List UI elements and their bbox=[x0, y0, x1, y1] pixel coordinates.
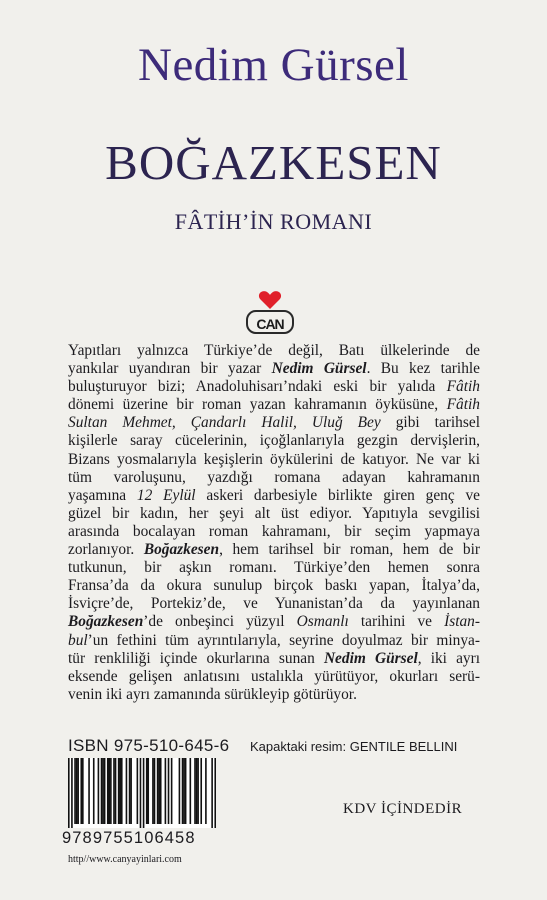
blurb-line bbox=[68, 378, 480, 396]
barcode-bar bbox=[140, 758, 142, 828]
blurb-line bbox=[68, 487, 480, 505]
blurb-segment: , iki ayrı bbox=[417, 649, 481, 667]
blurb-segment: Fâtih bbox=[446, 378, 480, 396]
blurb-line bbox=[68, 686, 480, 704]
barcode-bar bbox=[214, 758, 216, 828]
blurb-segment: ’de onbeşinci yüzyıl bbox=[143, 613, 297, 631]
blurb-segment: Osmanlı bbox=[296, 613, 349, 631]
barcode-bar bbox=[121, 758, 123, 824]
barcode bbox=[68, 758, 216, 828]
barcode-bar bbox=[74, 758, 76, 824]
blurb-segment: , hem tarihsel bir roman, hem de bir bbox=[219, 541, 481, 559]
blurb-segment: güzel bir kadın, her şeyi alt üst ediyor. Yapıtıyla sevgilisi bbox=[68, 504, 480, 522]
barcode-bar bbox=[165, 758, 167, 824]
barcode-bar bbox=[152, 758, 154, 824]
blurb-segment: tarihini ve bbox=[348, 613, 445, 631]
barcode-bar bbox=[200, 758, 202, 824]
barcode-bar bbox=[197, 758, 199, 824]
blurb-segment: zorlanıyor. bbox=[68, 541, 144, 559]
barcode-bar bbox=[182, 758, 184, 824]
blurb-line bbox=[68, 523, 480, 541]
tax-notice: KDV İÇİNDEDİR bbox=[343, 801, 463, 817]
blurb-segment: gibi tarihsel bbox=[380, 414, 480, 432]
barcode-bar bbox=[205, 758, 207, 824]
barcode-bar bbox=[119, 758, 121, 824]
blurb-segment: ’un fethini tüm ayrıntılarıyla, seyrine doyulmaz bir minya- bbox=[87, 631, 480, 649]
barcode-digits: 9789755106458 bbox=[62, 829, 196, 847]
blurb-segment: . Bu kez tarihle bbox=[366, 360, 480, 378]
barcode-bar bbox=[179, 758, 181, 824]
barcode-bar bbox=[88, 758, 90, 824]
barcode-bar bbox=[168, 758, 170, 824]
barcode-bar bbox=[160, 758, 162, 824]
blurb-segment: Nedim Gürsel bbox=[271, 360, 367, 378]
blurb-segment: tüm varoluşunu, yazdığı romana adayan kahramanın bbox=[68, 468, 480, 486]
blurb-line bbox=[68, 360, 480, 378]
blurb-segment: arasında bocalayan roman kahramanı, bir seçim yapmaya bbox=[68, 522, 480, 540]
blurb-segment: Fâtih bbox=[446, 396, 480, 414]
blurb-line bbox=[68, 632, 480, 650]
blurb-segment: Yapıtları yalnızca Türkiye’de değil, Batı ülkelerinde de bbox=[68, 342, 480, 359]
barcode-bar bbox=[147, 758, 149, 824]
barcode-bar bbox=[129, 758, 131, 824]
blurb-line bbox=[68, 469, 480, 487]
blurb-segment: tür renkliliği içinde okurlarına sunan bbox=[68, 649, 324, 667]
publisher-website: http//www.canyayinlari.com bbox=[68, 854, 182, 865]
isbn-label: ISBN 975-510-645-6 bbox=[68, 736, 230, 755]
barcode-bar bbox=[115, 758, 117, 824]
barcode-bar bbox=[98, 758, 100, 824]
blurb-segment: yaşamına bbox=[68, 486, 137, 504]
barcode-bar bbox=[77, 758, 79, 824]
blurb-line bbox=[68, 541, 480, 559]
blurb-segment: kişilerle saray cücelerinin, içoğlanlarıyla gezgin dervişlerin, bbox=[68, 432, 480, 450]
cover-credit: Kapaktaki resim: GENTILE BELLINI bbox=[250, 739, 458, 754]
blurb-segment: 12 Eylül bbox=[136, 486, 196, 504]
barcode-bar bbox=[102, 758, 104, 824]
barcode-bar bbox=[101, 758, 103, 824]
blurb-segment: Boğazkesen bbox=[143, 541, 220, 559]
blurb-line bbox=[68, 668, 480, 686]
barcode-bar bbox=[107, 758, 109, 824]
barcode-bar bbox=[146, 758, 148, 824]
publisher-logo bbox=[246, 290, 296, 342]
blurb-segment: askeri darbesiyle birlikte giren genç ve bbox=[195, 486, 481, 504]
blurb-segment: Nedim Gürsel bbox=[323, 649, 418, 667]
blurb-segment: venin iki ayrı zamanında sürükleyip götürüyor. bbox=[68, 685, 357, 703]
blurb-segment: dönemi üzerine bir roman yazan kahramanın öyküsüne, bbox=[68, 396, 447, 414]
blurb-line bbox=[68, 414, 480, 432]
blurb-segment: bul bbox=[68, 631, 88, 649]
barcode-bar bbox=[118, 758, 120, 824]
blurb-line bbox=[68, 650, 480, 668]
barcode-bar bbox=[194, 758, 196, 824]
heart-icon bbox=[258, 290, 282, 310]
blurb-segment: Fransa’da da okura sunulup birçok baskı yapan, İtalya’da, bbox=[68, 577, 480, 595]
blurb-segment: İsviçre’de, Portekiz’de, ve Yunanistan’da da yayınlanan bbox=[68, 595, 480, 613]
book-subtitle: FÂTİH’İN ROMANI bbox=[174, 209, 373, 234]
blurb-segment: tutkunun, bir aşkın romanı. Türkiye’den hemen sonra bbox=[68, 559, 480, 577]
barcode-bar bbox=[185, 758, 187, 824]
blurb-line bbox=[68, 577, 480, 595]
barcode-bar bbox=[157, 758, 159, 824]
barcode-bar bbox=[143, 758, 145, 828]
barcode-bar bbox=[126, 758, 128, 824]
blurb-segment: yankılar uyandıran bir yazar bbox=[68, 360, 272, 378]
barcode-bar bbox=[82, 758, 84, 824]
blurb-line bbox=[68, 432, 480, 450]
blurb-line bbox=[68, 342, 480, 360]
blurb-line bbox=[68, 613, 480, 631]
barcode-bar bbox=[158, 758, 160, 824]
blurb-line bbox=[68, 396, 480, 414]
blurb-segment: İstan- bbox=[444, 613, 480, 631]
blurb-segment: Bizans yosmalarıyla keşişlerin öykülerini de katıyor. Ne var ki bbox=[68, 450, 480, 468]
barcode-bar bbox=[113, 758, 115, 824]
barcode-bar bbox=[110, 758, 112, 824]
barcode-bar bbox=[71, 758, 73, 828]
barcode-bar bbox=[183, 758, 185, 824]
barcode-bar bbox=[104, 758, 106, 824]
barcode-bar bbox=[211, 758, 213, 828]
barcode-bar bbox=[109, 758, 111, 824]
blurb-segment: eksende gelişen anlatısını ustalıkla yürütüyor, okurları serü- bbox=[68, 667, 480, 685]
blurb-segment: Sultan Mehmet, Çandarlı Halil, Uluğ Bey bbox=[68, 414, 381, 432]
book-title: BOĞAZKESEN bbox=[105, 135, 442, 190]
barcode-bar bbox=[190, 758, 192, 824]
barcode-bar bbox=[93, 758, 95, 824]
blurb-segment: Boğazkesen bbox=[68, 613, 144, 631]
publisher-logo-text: CAN bbox=[246, 310, 294, 334]
blurb-line bbox=[68, 451, 480, 469]
barcode-bar bbox=[196, 758, 198, 824]
barcode-bar bbox=[80, 758, 82, 824]
blurb-line bbox=[68, 595, 480, 613]
blurb-text bbox=[68, 342, 480, 704]
barcode-bar bbox=[137, 758, 139, 824]
blurb-line bbox=[68, 505, 480, 523]
barcode-bar bbox=[68, 758, 70, 828]
barcode-bar bbox=[130, 758, 132, 824]
blurb-line bbox=[68, 559, 480, 577]
barcode-bar bbox=[154, 758, 156, 824]
barcode-bar bbox=[76, 758, 78, 824]
blurb-segment: buluşturuyor bizi; Anadoluhisarı’ndaki eski bir yalıda bbox=[68, 378, 447, 396]
author-name: Nedim Gürsel bbox=[138, 39, 409, 91]
barcode-bar bbox=[171, 758, 173, 824]
